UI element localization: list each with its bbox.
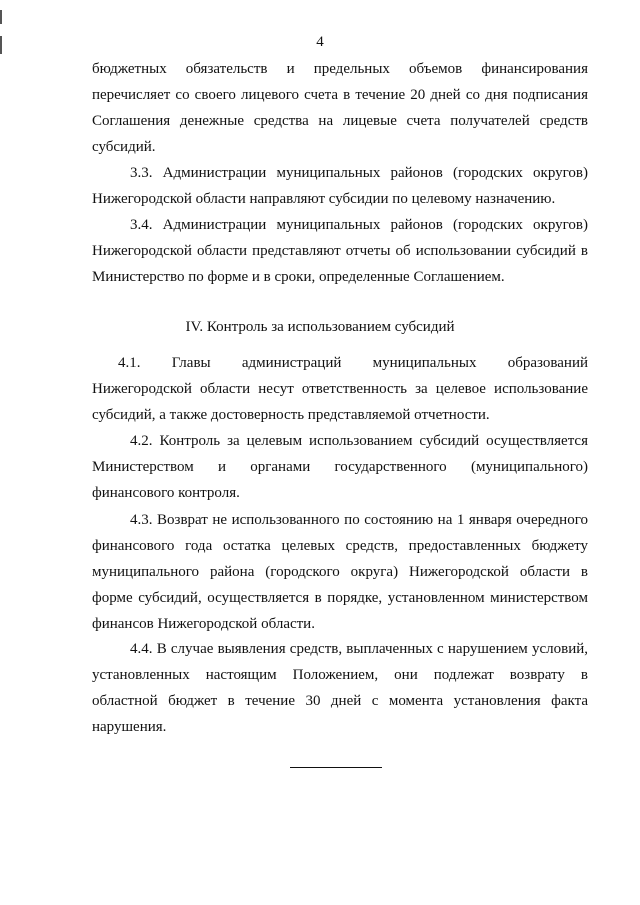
- text-line: финансового года остатка целевых средств, предоставленных бюджету: [92, 538, 588, 554]
- paragraph-4-3: [92, 507, 588, 637]
- paragraph-4-1: [92, 350, 588, 428]
- text-line: нарушения.: [92, 719, 167, 735]
- text-line: перечисляет со своего лицевого счета в течение 20 дней со дня подписания: [92, 87, 588, 103]
- text-line: 3.4. Администрации муниципальных районов (городских округов): [130, 217, 588, 233]
- text-line: 4.1. Главы администраций муниципальных образований: [118, 355, 588, 371]
- end-rule: [290, 767, 382, 768]
- text-line: Нижегородской области направляют субсидии по целевому назначению.: [92, 191, 556, 207]
- text-line: установленных настоящим Положением, они подлежат возврату в: [92, 667, 588, 683]
- paragraph-3-4: [92, 212, 588, 290]
- text-line: 3.3. Администрации муниципальных районов (городских округов): [130, 165, 588, 181]
- text-line: 4.2. Контроль за целевым использованием субсидий осуществляется: [130, 433, 588, 449]
- text-line: Министерство по форме и в сроки, определенные Соглашением.: [92, 269, 505, 285]
- text-line: Нижегородской области несут ответственность за целевое использование: [92, 381, 588, 397]
- text-line: Соглашения денежные средства на лицевые счета получателей средств: [92, 113, 588, 129]
- scan-edge-mark: [0, 10, 2, 24]
- paragraph-continuation: [92, 56, 588, 160]
- text-line: муниципального района (городского округа) Нижегородской области в: [92, 564, 588, 580]
- text-line: финансов Нижегородской области.: [92, 616, 315, 632]
- text-line: Министерством и органами государственного (муниципального): [92, 459, 588, 475]
- section-heading: IV. Контроль за использованием субсидий: [185, 319, 455, 335]
- text-line: 4.3. Возврат не использованного по состоянию на 1 января очередного: [130, 512, 588, 528]
- text-line: Нижегородской области представляют отчеты об использовании субсидий в: [92, 243, 588, 259]
- text-line: субсидий.: [92, 139, 156, 155]
- paragraph-4-2: [92, 428, 588, 506]
- paragraph-3-3: [92, 160, 588, 212]
- text-line: финансового контроля.: [92, 485, 240, 501]
- text-line: областной бюджет в течение 30 дней с момента установления факта: [92, 693, 588, 709]
- text-line: субсидий, а также достоверность представляемой отчетности.: [92, 407, 490, 423]
- text-line: форме субсидий, осуществляется в порядке, установленном министерством: [92, 590, 588, 606]
- page-number: 4: [316, 34, 324, 50]
- text-line: 4.4. В случае выявления средств, выплаченных с нарушением условий,: [130, 641, 588, 657]
- paragraph-4-4: [92, 636, 588, 740]
- text-line: бюджетных обязательств и предельных объемов финансирования: [92, 61, 588, 77]
